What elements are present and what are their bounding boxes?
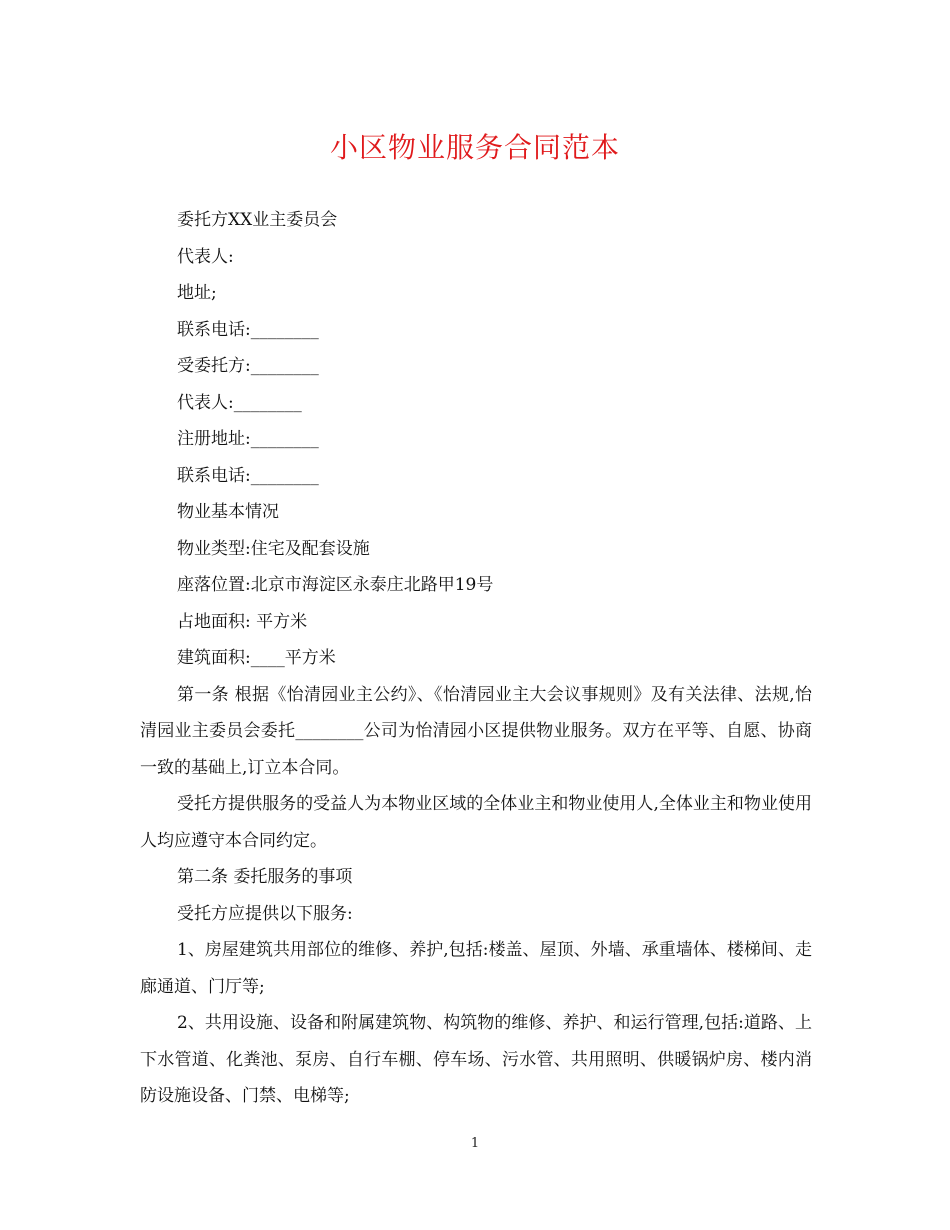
land-area-line: 占地面积: 平方米 [177,611,308,632]
property-location-line: 座落位置:北京市海淀区永泰庄北路甲19号 [177,575,494,595]
services-intro-paragraph: 受托方应提供以下服务: [177,903,353,924]
agent-party-line: 受委托方:________ [177,356,319,376]
principal-party-line: 委托方XX业主委员会 [177,210,338,230]
principal-address-line: 地址; [177,283,217,303]
agent-phone-line: 联系电话:________ [177,465,319,486]
article-one-paragraph: 第一条 根据《怡清园业主公约》、《怡清园业主大会议事规则》及有关法律、法规,怡清园业主委员会委托________公司为怡清园小区提供物业服务。双方在平等、自愿、协商一致的基础上,订立本合同。 [140,684,812,778]
page-number: 1 [470,1136,480,1151]
article-two-heading: 第二条 委托服务的事项 [177,867,353,887]
document-title: 小区物业服务合同范本 [329,131,620,164]
service-item-2: 2、共用设施、设备和附属建筑物、构筑物的维修、养护、和运行管理,包括:道路、上下水管道、化粪池、泵房、自行车棚、停车场、污水管、共用照明、供暖锅炉房、楼内消防设施设备、门禁、电梯等; [140,1013,812,1106]
principal-phone-line: 联系电话:________ [177,319,319,340]
service-item-1: 1、房屋建筑共用部位的维修、养护,包括:楼盖、屋顶、外墙、承重墙体、楼梯间、走廊通道、门厅等; [140,940,812,997]
agent-registered-address-line: 注册地址:________ [177,429,319,449]
document-body [140,202,812,1115]
property-type-line: 物业类型:住宅及配套设施 [177,538,370,559]
principal-representative-line: 代表人: [177,246,234,267]
agent-representative-line: 代表人:________ [177,392,302,413]
building-area-line: 建筑面积:____平方米 [177,648,336,668]
beneficiary-paragraph: 受托方提供服务的受益人为本物业区域的全体业主和物业使用人,全体业主和物业使用人均应遵守本合同约定。 [140,794,812,851]
property-basic-info-heading: 物业基本情况 [177,502,279,522]
